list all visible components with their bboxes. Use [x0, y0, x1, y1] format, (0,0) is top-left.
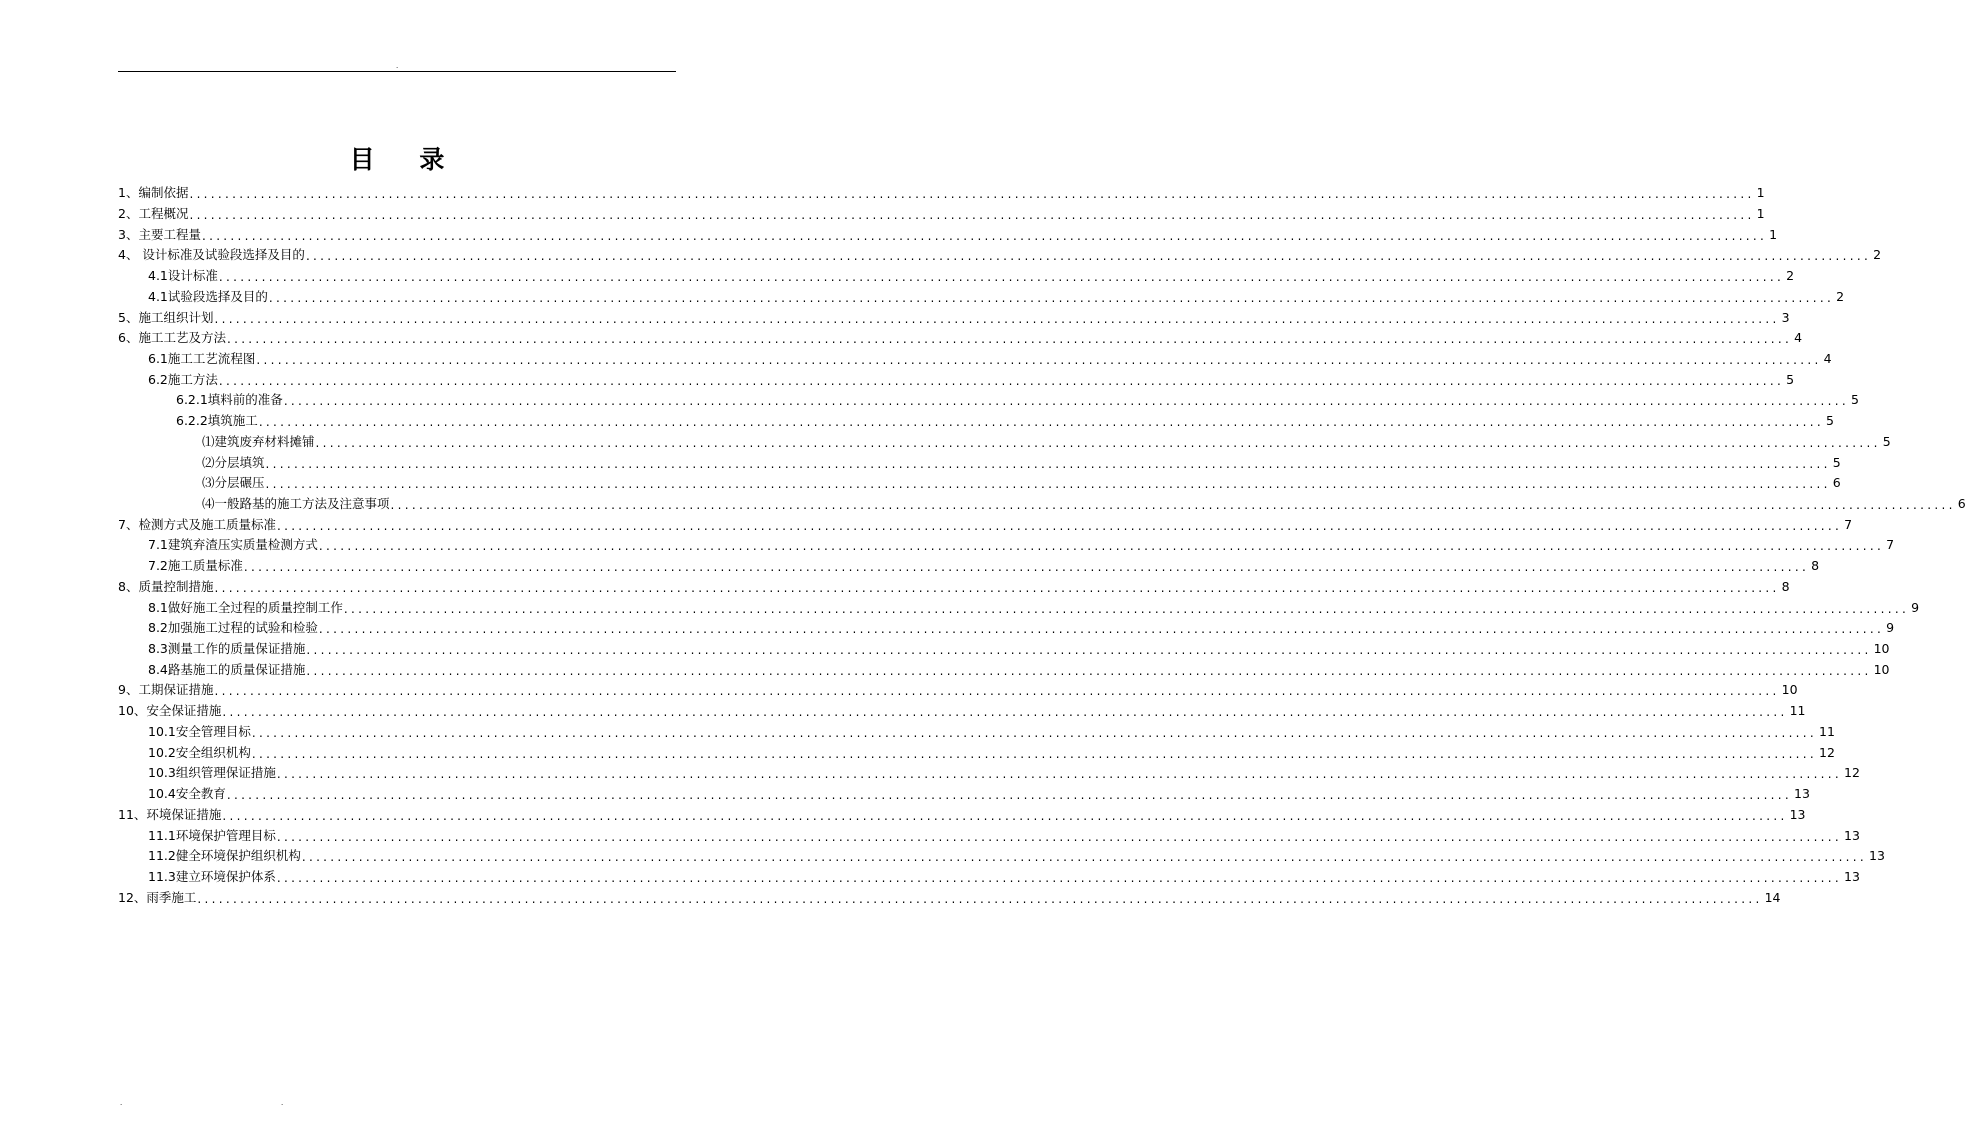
toc-entry[interactable]	[118, 823, 1860, 844]
toc-page-number: 2	[1786, 268, 1795, 284]
toc-dot-leader: ............................................................................................................................................................................................................................	[276, 767, 1843, 782]
toc-page-number: 10	[1873, 641, 1890, 657]
toc-page-number: 13	[1844, 827, 1860, 843]
toc-entry[interactable]	[118, 533, 1895, 554]
toc-page-number: 12	[1819, 744, 1835, 760]
toc-dot-leader: ............................................................................................................................................................................................................................	[276, 829, 1843, 844]
toc-page-number: 1	[1756, 185, 1765, 201]
toc-dot-leader: ............................................................................................................................................................................................................................	[265, 456, 1831, 471]
toc-entry[interactable]	[118, 636, 1890, 658]
toc-entry[interactable]	[118, 844, 1885, 865]
toc-dot-leader: ............................................................................................................................................................................................................................	[189, 187, 1755, 202]
toc-entry-title: 10.2安全组织机构	[148, 744, 251, 760]
footer-mark-right: .	[281, 1099, 284, 1107]
toc-page-number: 5	[1832, 454, 1841, 470]
toc-page-number: 12	[1844, 765, 1860, 781]
toc-entry[interactable]	[118, 802, 1806, 823]
toc-entry-title: 11.1环境保护管理目标	[148, 827, 276, 843]
toc-dot-leader: ............................................................................................................................................................................................................................	[201, 228, 1768, 243]
toc-entry[interactable]	[118, 222, 1778, 243]
toc-entry[interactable]	[118, 243, 1882, 264]
toc-page-number: 9	[1911, 599, 1920, 615]
toc-page-number: 2	[1873, 247, 1882, 263]
toc-entry-title: 11.3建立环境保护体系	[148, 868, 276, 884]
toc-entry-title: 4.1试验段选择及目的	[148, 288, 268, 304]
toc-dot-leader: ............................................................................................................................................................................................................................	[256, 352, 1822, 367]
toc-entry[interactable]	[118, 263, 1795, 285]
toc-dot-leader: ............................................................................................................................................................................................................................	[218, 373, 1785, 388]
toc-entry[interactable]	[118, 367, 1795, 388]
toc-entry-title: 8、质量控制措施	[118, 578, 214, 594]
toc-dot-leader: ............................................................................................................................................................................................................................	[301, 850, 1868, 865]
toc-page-number: 10	[1873, 661, 1890, 677]
table-of-contents	[118, 181, 1966, 906]
toc-entry[interactable]	[118, 553, 1820, 575]
toc-dot-leader: ............................................................................................................................................................................................................................	[226, 788, 1793, 803]
toc-entry[interactable]	[118, 740, 1835, 761]
toc-page-number: 5	[1826, 413, 1834, 429]
toc-dot-leader: ............................................................................................................................................................................................................................	[306, 643, 1872, 658]
toc-entry-title: 9、工期保证措施	[118, 682, 214, 698]
toc-page-number: 3	[1781, 309, 1790, 325]
toc-entry[interactable]	[118, 885, 1781, 906]
toc-entry-title: 5、施工组织计划	[118, 309, 214, 325]
toc-page-number: 5	[1851, 392, 1859, 408]
toc-entry-title: 4.1设计标准	[148, 268, 218, 284]
toc-page-number: 13	[1794, 786, 1810, 802]
toc-page-number: 14	[1764, 889, 1781, 905]
toc-entry-title: 10.4安全教育	[148, 786, 226, 802]
toc-entry-title: 7、检测方式及施工质量标准	[118, 516, 276, 532]
toc-entry-title: 6.1施工工艺流程图	[148, 350, 256, 366]
toc-dot-leader: ............................................................................................................................................................................................................................	[243, 560, 1810, 575]
toc-entry[interactable]	[118, 698, 1806, 720]
toc-entry-title: 8.3测量工作的质量保证措施	[148, 641, 306, 657]
toc-dot-leader: ............................................................................................................................................................................................................................	[214, 311, 1780, 326]
toc-page-number: 2	[1836, 288, 1845, 304]
toc-page-number: 1	[1769, 226, 1778, 242]
header-rule	[118, 71, 676, 72]
toc-entry-title: 6、施工工艺及方法	[118, 330, 226, 346]
toc-entry-title: 4、 设计标准及试验段选择及目的	[118, 247, 305, 263]
toc-entry-title: 3、主要工程量	[118, 226, 201, 242]
toc-dot-leader: ............................................................................................................................................................................................................................	[214, 684, 1780, 699]
toc-entry-title: 10.1安全管理目标	[148, 723, 251, 739]
toc-entry-title: 8.1做好施工全过程的质量控制工作	[148, 599, 343, 615]
toc-entry[interactable]	[118, 346, 1832, 367]
toc-page-number: 5	[1786, 371, 1795, 387]
toc-page-number: 11	[1789, 703, 1806, 719]
toc-page-number: 11	[1819, 723, 1835, 739]
toc-dot-leader: ............................................................................................................................................................................................................................	[318, 622, 1885, 637]
toc-page-number: 8	[1781, 578, 1790, 594]
toc-entry-title: 6.2.2填筑施工	[176, 413, 258, 429]
toc-page-number: 10	[1781, 682, 1798, 698]
toc-dot-leader: ............................................................................................................................................................................................................................	[390, 498, 1956, 512]
toc-dot-leader: ............................................................................................................................................................................................................................	[218, 270, 1785, 285]
toc-dot-leader: ............................................................................................................................................................................................................................	[258, 415, 1824, 430]
toc-dot-leader: ............................................................................................................................................................................................................................	[305, 249, 1872, 264]
toc-entry[interactable]	[118, 595, 1920, 616]
toc-entry-title: ⑴建筑废弃材料摊铺	[202, 433, 315, 449]
toc-dot-leader: ............................................................................................................................................................................................................................	[251, 725, 1818, 740]
toc-page-number: 5	[1882, 433, 1891, 449]
toc-entry-title: 1、编制依据	[118, 185, 189, 201]
toc-page-number: 13	[1869, 848, 1885, 864]
toc-page-number: 13	[1844, 868, 1860, 884]
toc-entry[interactable]	[118, 471, 1841, 492]
toc-entry[interactable]	[118, 429, 1891, 450]
toc-dot-leader: ............................................................................................................................................................................................................................	[222, 705, 1788, 720]
toc-entry[interactable]	[118, 305, 1790, 326]
toc-page-number: 7	[1886, 537, 1895, 553]
toc-entry-title: 12、雨季施工	[118, 889, 197, 905]
header-mark: .	[396, 62, 399, 70]
toc-dot-leader: ............................................................................................................................................................................................................................	[197, 891, 1763, 906]
toc-entry-title: 7.1建筑弃渣压实质量检测方式	[148, 537, 318, 553]
toc-entry[interactable]	[118, 408, 1834, 430]
toc-dot-leader: ............................................................................................................................................................................................................................	[276, 518, 1843, 533]
toc-entry[interactable]	[118, 678, 1798, 699]
toc-entry[interactable]	[118, 616, 1895, 637]
toc-entry-title: 6.2施工方法	[148, 371, 218, 387]
toc-entry[interactable]	[118, 781, 1810, 803]
toc-dot-leader: ............................................................................................................................................................................................................................	[306, 663, 1872, 678]
toc-page-number: 8	[1811, 558, 1820, 574]
toc-entry-title: ⑷一般路基的施工方法及注意事项	[202, 496, 390, 511]
page-title: 目 录	[349, 145, 463, 174]
toc-dot-leader: ............................................................................................................................................................................................................................	[283, 394, 1849, 409]
toc-page-number: 4	[1823, 350, 1832, 366]
toc-dot-leader: ............................................................................................................................................................................................................................	[222, 808, 1788, 823]
toc-dot-leader: ............................................................................................................................................................................................................................	[189, 207, 1755, 222]
toc-entry[interactable]	[118, 450, 1841, 471]
toc-dot-leader: ............................................................................................................................................................................................................................	[318, 539, 1885, 554]
toc-entry[interactable]	[118, 657, 1890, 678]
toc-entry[interactable]	[118, 574, 1790, 595]
toc-entry[interactable]	[118, 491, 1966, 512]
toc-entry[interactable]	[118, 284, 1845, 305]
toc-dot-leader: ............................................................................................................................................................................................................................	[315, 435, 1881, 450]
toc-dot-leader: ............................................................................................................................................................................................................................	[265, 477, 1831, 492]
toc-entry[interactable]	[118, 761, 1860, 782]
toc-page-number: 6	[1832, 475, 1841, 491]
toc-entry-title: 11.2健全环境保护组织机构	[148, 848, 301, 864]
toc-entry-title: 8.4路基施工的质量保证措施	[148, 661, 306, 677]
toc-dot-leader: ............................................................................................................................................................................................................................	[214, 580, 1780, 595]
toc-entry[interactable]	[118, 326, 1803, 347]
toc-page-number: 1	[1756, 205, 1765, 221]
toc-dot-leader: ............................................................................................................................................................................................................................	[276, 870, 1843, 885]
toc-entry-title: 6.2.1填料前的准备	[176, 392, 283, 408]
toc-entry-title: 11、环境保证措施	[118, 806, 222, 822]
toc-page-number: 4	[1794, 330, 1803, 346]
toc-entry[interactable]	[118, 388, 1859, 409]
toc-page-number: 9	[1886, 620, 1895, 636]
toc-dot-leader: ............................................................................................................................................................................................................................	[251, 746, 1818, 761]
toc-page-number: 7	[1844, 516, 1853, 532]
toc-entry[interactable]	[118, 864, 1860, 885]
toc-page-number: 13	[1789, 806, 1806, 822]
toc-dot-leader: ............................................................................................................................................................................................................................	[343, 601, 1910, 616]
toc-dot-leader: ............................................................................................................................................................................................................................	[268, 290, 1835, 305]
toc-entry[interactable]	[118, 512, 1853, 533]
toc-entry-title: 2、工程概况	[118, 205, 189, 221]
toc-entry-title: 10、安全保证措施	[118, 703, 222, 719]
toc-entry-title: ⑵分层填筑	[202, 454, 265, 470]
toc-dot-leader: ............................................................................................................................................................................................................................	[226, 332, 1793, 347]
toc-entry[interactable]	[118, 201, 1765, 222]
toc-entry-title: 10.3组织管理保证措施	[148, 765, 276, 781]
toc-entry-title: 8.2加强施工过程的试验和检验	[148, 620, 318, 636]
toc-entry[interactable]	[118, 181, 1765, 202]
toc-page-number: 6	[1957, 496, 1966, 511]
footer-mark-left: .	[120, 1099, 123, 1107]
toc-entry-title: ⑶分层碾压	[202, 475, 265, 491]
toc-entry[interactable]	[118, 719, 1835, 740]
toc-entry-title: 7.2施工质量标准	[148, 558, 243, 574]
